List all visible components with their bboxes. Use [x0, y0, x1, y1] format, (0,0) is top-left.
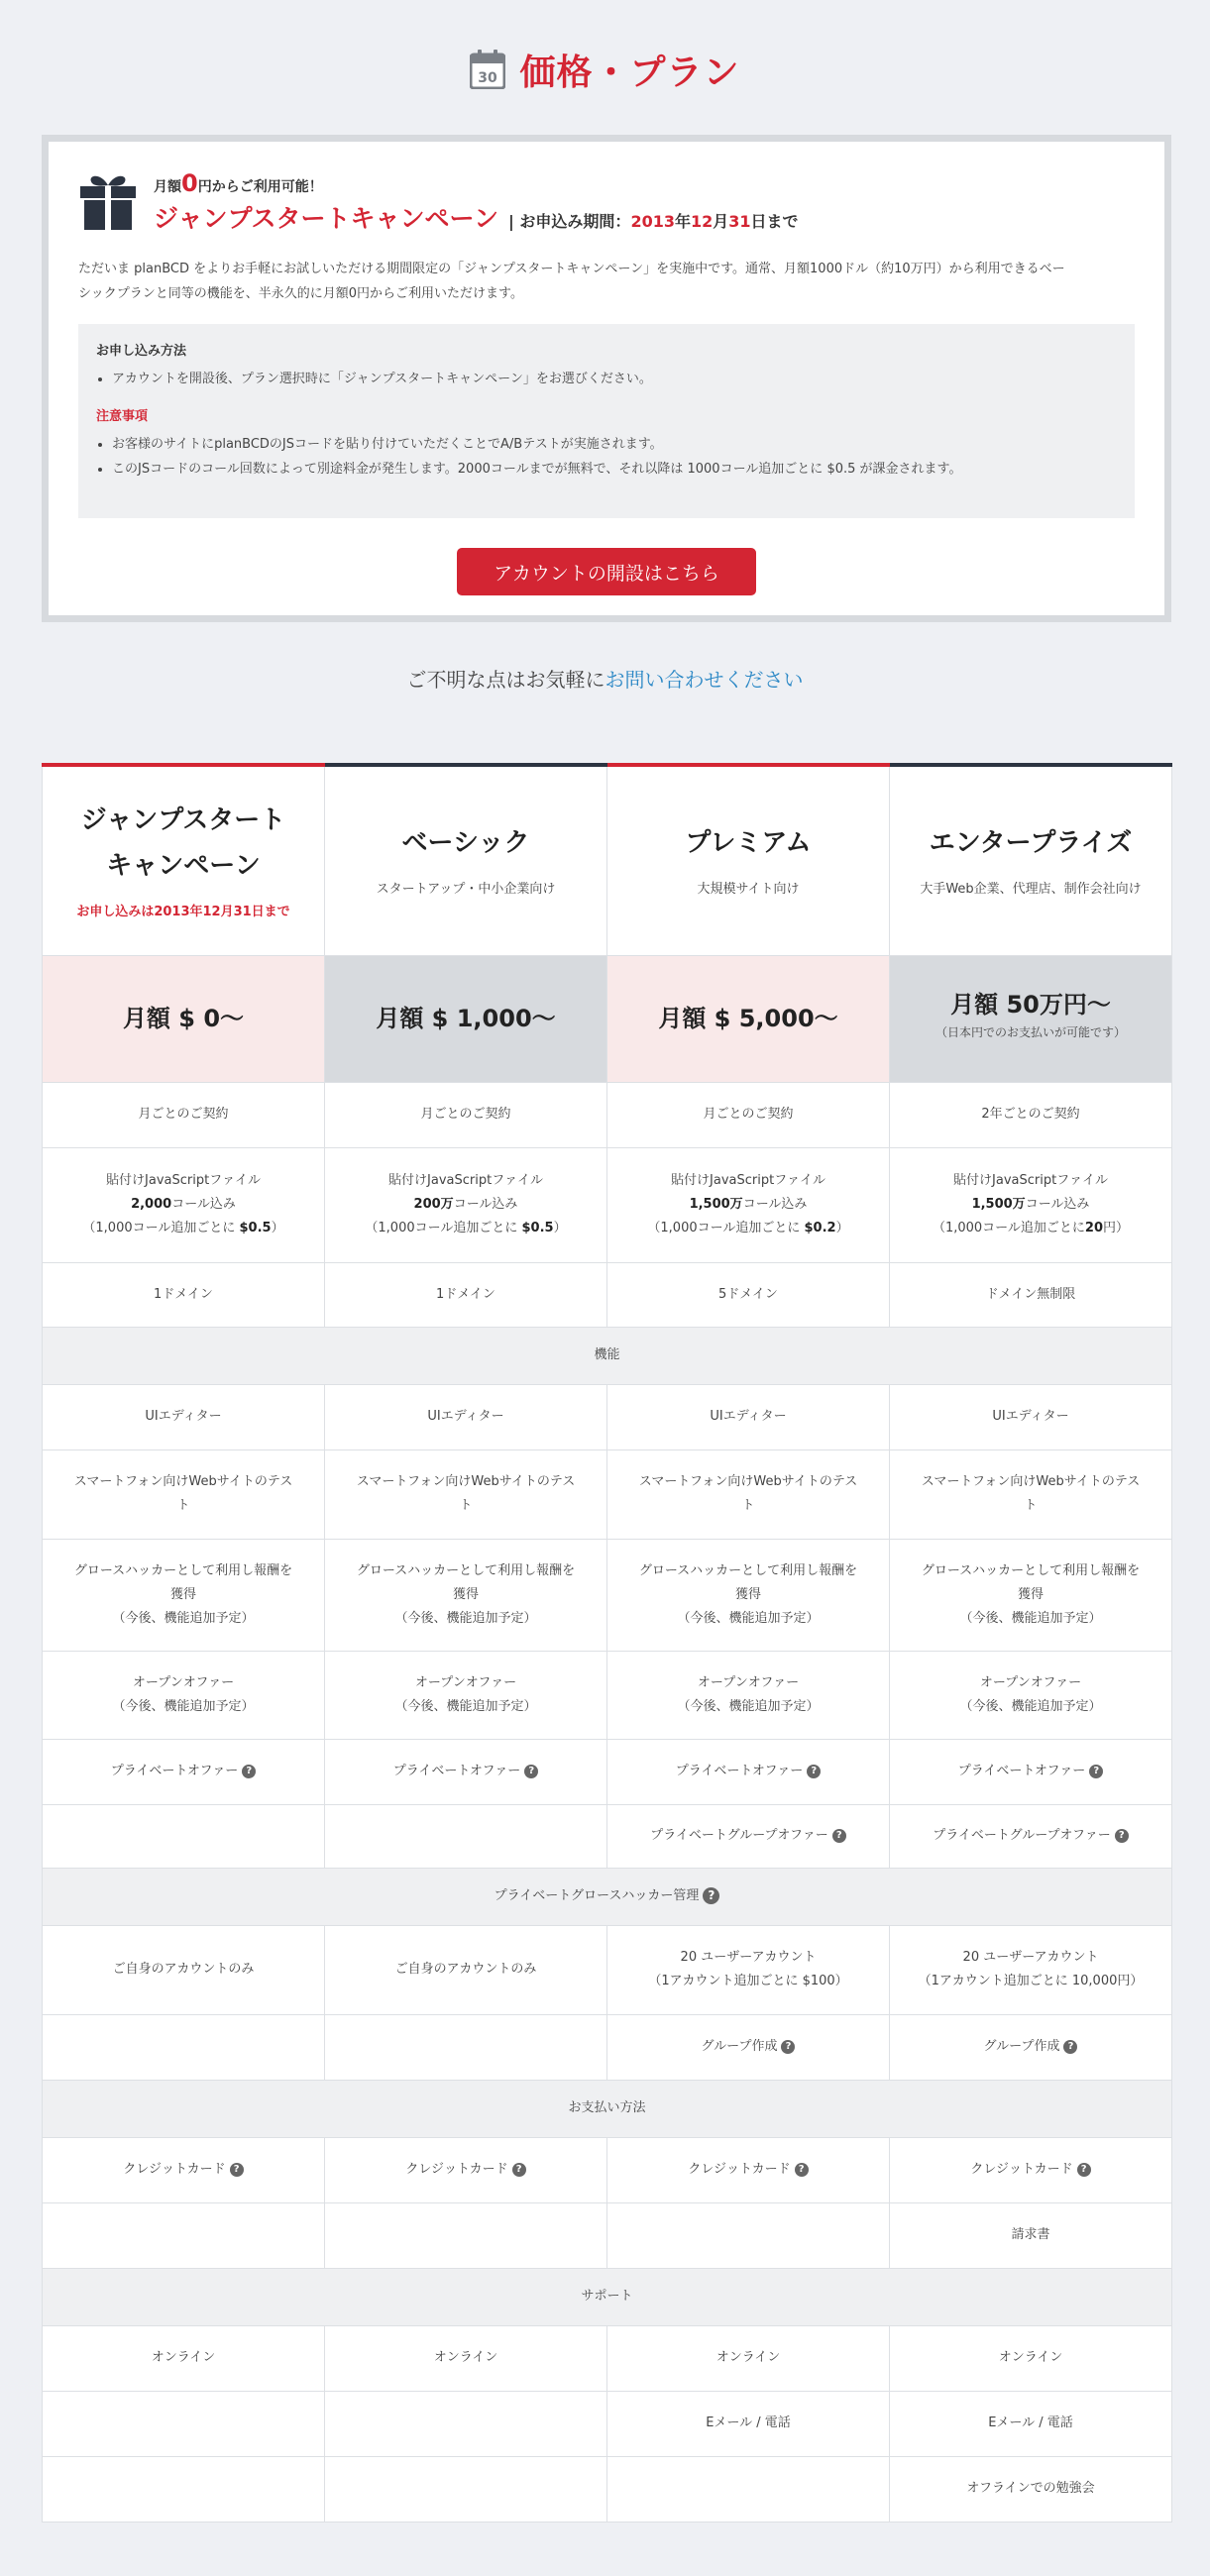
- contract-cell: 2年ごとのご契約: [890, 1082, 1172, 1147]
- contract-cell: 月ごとのご契約: [607, 1082, 890, 1147]
- domain-cell: 1ドメイン: [325, 1262, 607, 1327]
- help-icon[interactable]: ?: [242, 1765, 256, 1778]
- help-icon[interactable]: ?: [512, 2163, 526, 2177]
- help-icon[interactable]: ?: [703, 1887, 719, 1904]
- feature-smartphone: スマートフォン向けWebサイトのテス ト: [325, 1449, 607, 1539]
- price-cell: 月額 50万円〜 （日本円でのお支払いが可能です）: [890, 955, 1172, 1082]
- help-icon[interactable]: ?: [795, 2163, 809, 2177]
- section-payment: お支払い方法: [43, 2080, 1172, 2137]
- empty-cell: [43, 1804, 325, 1868]
- feature-private-offer: プライベートオファー ?: [43, 1739, 325, 1804]
- notes-title: 注意事項: [96, 409, 149, 424]
- contract-cell: 月ごとのご契約: [325, 1082, 607, 1147]
- feature-private-offer: プライベートオファー ?: [890, 1739, 1172, 1804]
- feature-growth-hacker: グロースハッカーとして利用し報酬を 獲得 （今後、機能追加予定）: [607, 1539, 890, 1651]
- growth-account-cell: ご自身のアカウントのみ: [43, 1925, 325, 2014]
- section-features: 機能: [43, 1327, 1172, 1384]
- howto-item: • アカウントを開設後、プラン選択時に「ジャンプスタートキャンペーン」をお選びください。: [112, 367, 1117, 391]
- page-title: 価格・プラン: [519, 52, 740, 93]
- feature-smartphone: スマートフォン向けWebサイトのテス ト: [43, 1449, 325, 1539]
- growth-account-cell: 20 ユーザーアカウント （1アカウント追加ごとに $100）: [607, 1925, 890, 2014]
- price-cell: 月額 $ 1,000〜: [325, 955, 607, 1082]
- feature-smartphone: スマートフォン向けWebサイトのテス ト: [890, 1449, 1172, 1539]
- campaign-name: ジャンプスタートキャンペーン: [154, 204, 499, 233]
- pricing-table: [42, 763, 1172, 2522]
- feature-private-group-offer: プライベートグループオファー ?: [607, 1804, 890, 1868]
- calendar-icon: [470, 50, 505, 89]
- js-calls-cell: 貼付けJavaScriptファイル 200万コール込み （1,000コール追加ごとに $0.5）: [325, 1147, 607, 1262]
- js-calls-cell: 貼付けJavaScriptファイル 1,500万コール込み （1,000コール追加ごとに $0.2）: [607, 1147, 890, 1262]
- section-growth-mgmt: プライベートグロースハッカー管理 ?: [43, 1868, 1172, 1925]
- support-email-cell: Eメール / 電話: [607, 2391, 890, 2456]
- empty-cell: [43, 2202, 325, 2268]
- help-icon[interactable]: ?: [1089, 1765, 1103, 1778]
- price-cell: 月額 $ 5,000〜: [607, 955, 890, 1082]
- empty-cell: [43, 2391, 325, 2456]
- support-online-cell: オンライン: [890, 2325, 1172, 2391]
- feature-growth-hacker: グロースハッカーとして利用し報酬を 獲得 （今後、機能追加予定）: [43, 1539, 325, 1651]
- feature-ui-editor: UIエディター: [325, 1384, 607, 1449]
- feature-growth-hacker: グロースハッカーとして利用し報酬を 獲得 （今後、機能追加予定）: [890, 1539, 1172, 1651]
- payment-card-cell: クレジットカード ?: [607, 2137, 890, 2202]
- empty-cell: [325, 2391, 607, 2456]
- domain-cell: 1ドメイン: [43, 1262, 325, 1327]
- feature-growth-hacker: グロースハッカーとして利用し報酬を 獲得 （今後、機能追加予定）: [325, 1539, 607, 1651]
- gift-icon: [78, 171, 138, 231]
- howto-title: お申し込み方法: [96, 344, 187, 359]
- section-support: サポート: [43, 2268, 1172, 2325]
- feature-private-group-offer: プライベートグループオファー ?: [890, 1804, 1172, 1868]
- help-icon[interactable]: ?: [807, 1765, 821, 1778]
- note-item: • このJSコードのコール回数によって別途料金が発生します。2000コールまでが無料で、それ以降は 1000コール追加ごとに $0.5 が課金されます。: [112, 457, 1117, 482]
- feature-ui-editor: UIエディター: [607, 1384, 890, 1449]
- support-online-cell: オンライン: [325, 2325, 607, 2391]
- contract-cell: 月ごとのご契約: [43, 1082, 325, 1147]
- help-icon[interactable]: ?: [1115, 1829, 1129, 1843]
- support-offline-cell: オフラインでの勉強会: [890, 2456, 1172, 2522]
- empty-cell: [325, 2014, 607, 2080]
- campaign-panel: [42, 135, 1171, 622]
- feature-open-offer: オープンオファー （今後、機能追加予定）: [325, 1651, 607, 1739]
- growth-group-cell: グループ作成 ?: [890, 2014, 1172, 2080]
- payment-card-cell: クレジットカード ?: [325, 2137, 607, 2202]
- campaign-period: | お申込み期間：2013年12月31日まで: [508, 212, 799, 231]
- note-item: • お客様のサイトにplanBCDのJSコードを貼り付けていただくことでA/Bテストが実施されます。: [112, 432, 1117, 457]
- support-online-cell: オンライン: [607, 2325, 890, 2391]
- empty-cell: [325, 2202, 607, 2268]
- plan-header-premium: プレミアム 大規模サイト向け: [607, 765, 890, 955]
- empty-cell: [43, 2014, 325, 2080]
- domain-cell: 5ドメイン: [607, 1262, 890, 1327]
- growth-group-cell: グループ作成 ?: [607, 2014, 890, 2080]
- js-calls-cell: 貼付けJavaScriptファイル 2,000コール込み （1,000コール追加ごとに $0.5）: [43, 1147, 325, 1262]
- support-email-cell: Eメール / 電話: [890, 2391, 1172, 2456]
- payment-card-cell: クレジットカード ?: [43, 2137, 325, 2202]
- empty-cell: [43, 2456, 325, 2522]
- help-icon[interactable]: ?: [832, 1829, 846, 1843]
- payment-invoice-cell: 請求書: [890, 2202, 1172, 2268]
- contact-link[interactable]: お問い合わせください: [605, 668, 804, 692]
- campaign-tagline: 月額0円からご利用可能！: [154, 169, 323, 197]
- help-icon[interactable]: ?: [230, 2163, 244, 2177]
- empty-cell: [607, 2202, 890, 2268]
- empty-cell: [325, 1804, 607, 1868]
- plan-header-jumpstart: ジャンプスタート キャンペーン お申し込みは2013年12月31日まで: [43, 765, 325, 955]
- growth-account-cell: 20 ユーザーアカウント （1アカウント追加ごとに 10,000円）: [890, 1925, 1172, 2014]
- feature-smartphone: スマートフォン向けWebサイトのテス ト: [607, 1449, 890, 1539]
- help-icon[interactable]: ?: [781, 2040, 795, 2054]
- feature-private-offer: プライベートオファー ?: [325, 1739, 607, 1804]
- help-icon[interactable]: ?: [1063, 2040, 1077, 2054]
- howto-box: [78, 324, 1135, 518]
- empty-cell: [325, 2456, 607, 2522]
- feature-ui-editor: UIエディター: [43, 1384, 325, 1449]
- help-icon[interactable]: ?: [1077, 2163, 1091, 2177]
- campaign-description: ただいま planBCD をよりお手軽にお試しいただける期間限定の「ジャンプスタートキャンペーン」を実施中です。通常、月額1000ドル（約10万円）から利用できるベー シックプランと同等の機能を、半永久的に月額0円からご利用いただけます。: [78, 262, 1065, 301]
- support-online-cell: オンライン: [43, 2325, 325, 2391]
- price-cell: 月額 $ 0〜: [43, 955, 325, 1082]
- empty-cell: [607, 2456, 890, 2522]
- growth-account-cell: ご自身のアカウントのみ: [325, 1925, 607, 2014]
- feature-open-offer: オープンオファー （今後、機能追加予定）: [43, 1651, 325, 1739]
- feature-ui-editor: UIエディター: [890, 1384, 1172, 1449]
- domain-cell: ドメイン無制限: [890, 1262, 1172, 1327]
- contact-line: ご不明な点はお気軽にお問い合わせください: [406, 668, 804, 692]
- feature-private-offer: プライベートオファー ?: [607, 1739, 890, 1804]
- plan-header-enterprise: エンタープライズ 大手Web企業、代理店、制作会社向け: [890, 765, 1172, 955]
- plan-header-basic: ベーシック スタートアップ・中小企業向け: [325, 765, 607, 955]
- help-icon[interactable]: ?: [524, 1765, 538, 1778]
- open-account-button[interactable]: アカウントの開設はこちら: [457, 548, 756, 595]
- feature-open-offer: オープンオファー （今後、機能追加予定）: [890, 1651, 1172, 1739]
- feature-open-offer: オープンオファー （今後、機能追加予定）: [607, 1651, 890, 1739]
- page-header: [0, 0, 1210, 139]
- svg-text:30: 30: [478, 70, 498, 86]
- payment-card-cell: クレジットカード ?: [890, 2137, 1172, 2202]
- js-calls-cell: 貼付けJavaScriptファイル 1,500万コール込み （1,000コール追加ごとに20円）: [890, 1147, 1172, 1262]
